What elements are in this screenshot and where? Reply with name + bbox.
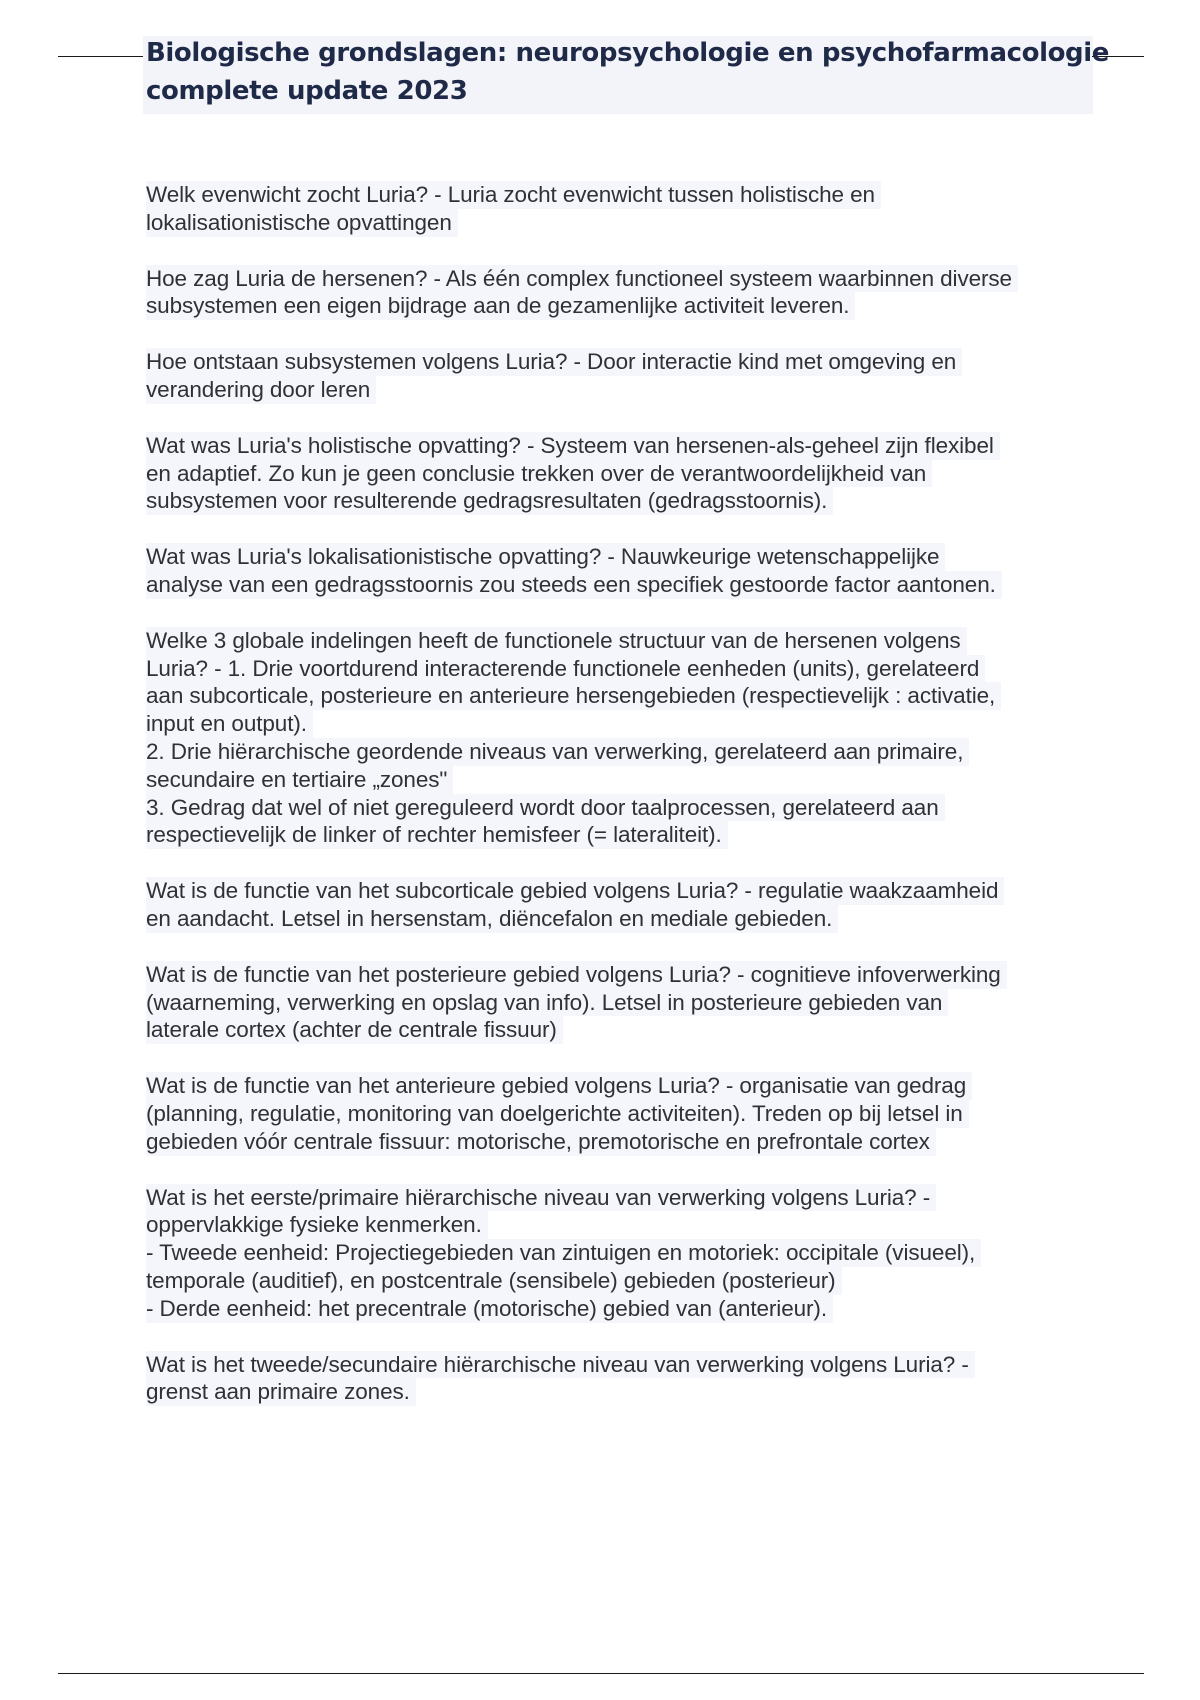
qa-text-line: Wat was Luria's holistische opvatting? - Systeem van hersenen-als-geheel zijn flexibel <box>146 432 1000 460</box>
qa-text-line: en adaptief. Zo kun je geen conclusie trekken over de verantwoordelijkheid van <box>146 460 932 488</box>
qa-text-line: Luria? - 1. Drie voortdurend interacterende functionele eenheden (units), gerelateerd <box>146 655 985 683</box>
qa-text-line: lokalisationistische opvattingen <box>146 209 458 237</box>
qa-text-line: 3. Gedrag dat wel of niet gereguleerd wordt door taalprocessen, gerelateerd aan <box>146 794 945 822</box>
qa-item <box>146 1072 1096 1155</box>
qa-item <box>146 627 1096 849</box>
qa-text-line: - Tweede eenheid: Projectiegebieden van zintuigen en motoriek: occipitale (visueel), <box>146 1239 981 1267</box>
qa-text-line: (waarneming, verwerking en opslag van info). Letsel in posterieure gebieden van <box>146 989 948 1017</box>
qa-item <box>146 1351 1096 1407</box>
qa-text-line: Wat is het eerste/primaire hiërarchische niveau van verwerking volgens Luria? - <box>146 1184 936 1212</box>
qa-list <box>146 181 1096 1434</box>
qa-item <box>146 543 1096 599</box>
qa-text-line: Wat is de functie van het posterieure gebied volgens Luria? - cognitieve infoverwerking <box>146 961 1007 989</box>
qa-item <box>146 1184 1096 1323</box>
qa-text-line: input en output). <box>146 710 313 738</box>
qa-item <box>146 181 1096 237</box>
qa-text-line: verandering door leren <box>146 376 376 404</box>
qa-text-line: subsystemen voor resulterende gedragsresultaten (gedragsstoornis). <box>146 487 833 515</box>
qa-text-line: Hoe ontstaan subsystemen volgens Luria? - Door interactie kind met omgeving en <box>146 348 962 376</box>
qa-text-line: Wat was Luria's lokalisationistische opvatting? - Nauwkeurige wetenschappelijke <box>146 543 945 571</box>
footer-rule <box>58 1673 1144 1674</box>
qa-text-line: gebieden vóór centrale fissuur: motorische, premotorische en prefrontale cortex <box>146 1128 936 1156</box>
qa-text-line: oppervlakkige fysieke kenmerken. <box>146 1211 488 1239</box>
qa-text-line: Wat is de functie van het subcorticale gebied volgens Luria? - regulatie waakzaamheid <box>146 877 1004 905</box>
header-rule-left <box>58 56 146 57</box>
qa-text-line: - Derde eenheid: het precentrale (motorische) gebied van (anterieur). <box>146 1295 833 1323</box>
qa-text-line: temporale (auditief), en postcentrale (sensibele) gebieden (posterieur) <box>146 1267 842 1295</box>
qa-item <box>146 265 1096 321</box>
qa-item <box>146 348 1096 404</box>
qa-text-line: grenst aan primaire zones. <box>146 1378 416 1406</box>
document-title-line-2: complete update 2023 <box>146 76 468 106</box>
qa-text-line: 2. Drie hiërarchische geordende niveaus van verwerking, gerelateerd aan primaire, <box>146 738 969 766</box>
qa-text-line: Welk evenwicht zocht Luria? - Luria zocht evenwicht tussen holistische en <box>146 181 881 209</box>
qa-text-line: en aandacht. Letsel in hersenstam, diëncefalon en mediale gebieden. <box>146 905 838 933</box>
qa-item <box>146 432 1096 515</box>
qa-text-line: Hoe zag Luria de hersenen? - Als één complex functioneel systeem waarbinnen diverse <box>146 265 1018 293</box>
document-title-line-1: Biologische grondslagen: neuropsychologie en psychofarmacologie <box>146 38 1110 68</box>
qa-text-line: (planning, regulatie, monitoring van doelgerichte activiteiten). Treden op bij letsel in <box>146 1100 969 1128</box>
qa-text-line: Wat is de functie van het anterieure gebied volgens Luria? - organisatie van gedrag <box>146 1072 972 1100</box>
qa-text-line: respectievelijk de linker of rechter hemisfeer (= lateraliteit). <box>146 821 728 849</box>
qa-text-line: secundaire en tertiaire „zones" <box>146 766 453 794</box>
qa-text-line: aan subcorticale, posterieure en anterieure hersengebieden (respectievelijk : activatie, <box>146 682 1001 710</box>
qa-item <box>146 961 1096 1044</box>
qa-text-line: Wat is het tweede/secundaire hiërarchische niveau van verwerking volgens Luria? - <box>146 1351 975 1379</box>
qa-text-line: laterale cortex (achter de centrale fissuur) <box>146 1016 563 1044</box>
qa-text-line: Welke 3 globale indelingen heeft de functionele structuur van de hersenen volgens <box>146 627 967 655</box>
qa-item <box>146 877 1096 933</box>
qa-text-line: analyse van een gedragsstoornis zou steeds een specifiek gestoorde factor aantonen. <box>146 571 1002 599</box>
qa-text-line: subsystemen een eigen bijdrage aan de gezamenlijke activiteit leveren. <box>146 292 855 320</box>
